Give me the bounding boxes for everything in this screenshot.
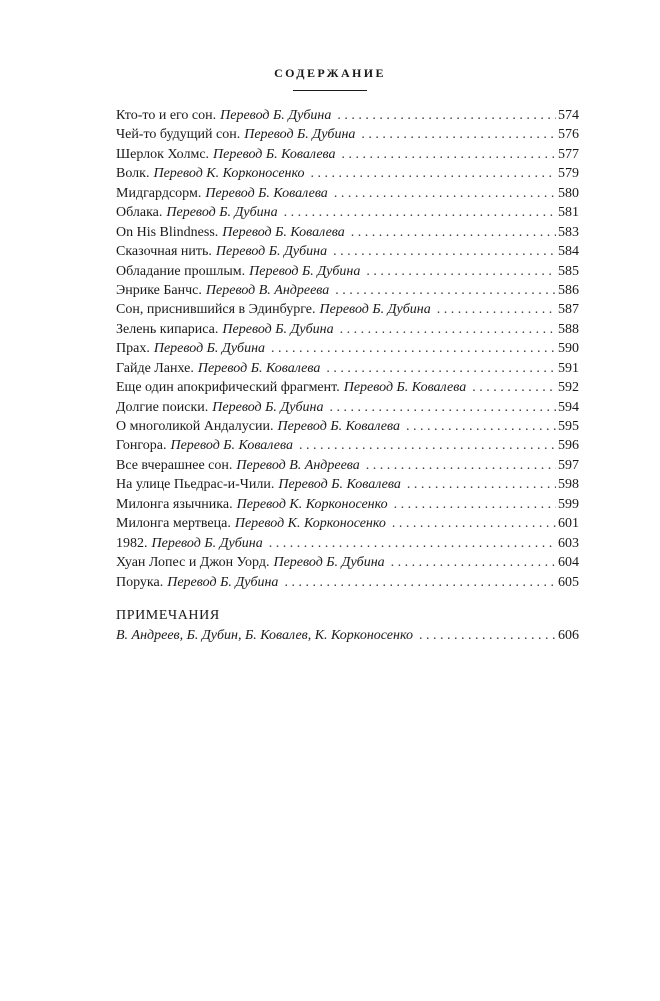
toc-entry [116, 436, 579, 455]
entry-page: 584 [558, 244, 579, 260]
entry-translator: Перевод Б. Дубина [222, 321, 334, 337]
dot-leader [337, 106, 556, 125]
entry-title: О многоликой Андалусии. [116, 419, 274, 434]
entry-title: Сказочная нить. [116, 244, 212, 260]
entry-translator: Перевод Б. Дубина [153, 341, 266, 357]
header-rule [293, 90, 367, 91]
entry-title: Милонга язычника. [116, 496, 233, 512]
entry-page: 585 [558, 263, 579, 279]
toc-entry [116, 359, 579, 378]
dot-leader [334, 184, 556, 203]
toc-entry [116, 475, 579, 494]
entry-translator: Перевод Б. Дубина [249, 263, 361, 279]
dot-leader [342, 145, 556, 164]
entry-page: 580 [558, 185, 579, 201]
dot-leader [269, 534, 556, 553]
dot-leader [407, 475, 556, 494]
entry-translator: Перевод Б. Дубина [166, 205, 278, 221]
entry-translator: Перевод Б. Дубина [215, 244, 328, 260]
entry-page: 605 [558, 574, 579, 590]
entry-translator: Перевод Б. Ковалева [170, 438, 293, 454]
toc-entry [116, 378, 579, 397]
entry-translator: Перевод Б. Ковалева [277, 419, 400, 434]
entry-title: Гайде Ланхе. [116, 360, 194, 376]
entry-page: 576 [558, 127, 579, 143]
entry-page: 598 [558, 477, 579, 493]
entry-page: 597 [558, 457, 579, 473]
contents-title: СОДЕРЖАНИЕ [274, 66, 386, 80]
toc-entry [116, 320, 579, 339]
entry-translator: Перевод Б. Ковалева [213, 146, 336, 162]
entry-title: На улице Пьедрас-и-Чили. [116, 477, 275, 493]
dot-leader [394, 495, 556, 514]
toc-entry [116, 300, 579, 319]
entry-translator: Перевод Б. Дубина [151, 535, 263, 551]
entry-page: 604 [558, 555, 579, 571]
entry-translator: Перевод Б. Ковалева [278, 477, 401, 493]
dot-leader [351, 223, 556, 242]
toc-entry [116, 242, 579, 261]
toc-entry [116, 339, 579, 358]
dot-leader [406, 417, 556, 436]
toc-entry [116, 184, 579, 203]
entry-page: 595 [558, 419, 579, 434]
toc-entry [116, 514, 579, 533]
toc-entry [116, 125, 579, 144]
toc-entry [116, 106, 579, 125]
dot-leader [333, 242, 556, 261]
entry-translator: Перевод В. Андреева [236, 457, 360, 473]
entry-title: On His Blindness. [116, 224, 219, 240]
entry-title: Обладание прошлым. [116, 263, 246, 279]
entry-translator: Перевод Б. Дубина [244, 127, 356, 143]
entry-page: 587 [558, 302, 579, 318]
entry-page: 594 [558, 399, 579, 415]
entry-page: 577 [558, 146, 579, 162]
entry-title: Волк. [116, 166, 150, 182]
toc-entry [116, 262, 579, 281]
notes-heading: ПРИМЕЧАНИЯ [116, 608, 220, 623]
entry-title: Мидгардсорм. [116, 185, 202, 201]
entry-translator: Перевод Б. Ковалева [197, 360, 321, 376]
entry-translator: Перевод К. Корконосенко [153, 166, 305, 182]
entry-title: Гонгора. [116, 438, 167, 454]
entry-page: 601 [558, 516, 579, 532]
entry-translator: Перевод Б. Дубина [319, 302, 431, 318]
dot-leader [472, 378, 556, 397]
toc-entry [116, 223, 579, 242]
entry-title: Милонга мертвеца. [116, 516, 231, 532]
toc-entry [116, 534, 579, 553]
dot-leader [271, 339, 556, 358]
entry-page: 579 [558, 166, 579, 182]
entry-page: 583 [558, 224, 579, 240]
entry-translator: Перевод К. Корконосенко [234, 516, 386, 532]
dot-leader [340, 320, 556, 339]
entry-page: 591 [558, 360, 579, 376]
entry-translator: Перевод В. Андреева [205, 282, 330, 298]
entry-page: 590 [558, 341, 579, 357]
entry-title: Шерлок Холмс. [116, 146, 210, 162]
notes-page: 606 [558, 628, 579, 643]
entry-translator: Перевод К. Корконосенко [236, 496, 388, 512]
entry-page: 588 [558, 321, 579, 337]
dot-leader [284, 203, 556, 222]
entry-title: 1982. [116, 535, 148, 551]
dot-leader [366, 456, 556, 475]
entry-translator: Перевод Б. Дубина [212, 399, 324, 415]
toc-entry [116, 281, 579, 300]
toc-entry [116, 417, 579, 436]
entry-title: Долгие поиски. [116, 399, 209, 415]
dot-leader [311, 164, 556, 183]
toc-entry [116, 456, 579, 475]
dot-leader [391, 553, 556, 572]
entry-translator: Перевод Б. Дубина [167, 574, 279, 590]
entry-title: Сон, приснившийся в Эдинбурге. [116, 302, 316, 318]
notes-entry [116, 626, 579, 645]
entry-page: 599 [558, 496, 579, 512]
entry-title: Энрике Банчс. [116, 282, 202, 298]
toc-entry [116, 398, 579, 417]
entry-translator: Перевод Б. Ковалева [343, 380, 467, 396]
entry-title: Зелень кипариса. [116, 321, 219, 337]
dot-leader [419, 626, 556, 645]
dot-leader [392, 514, 556, 533]
dot-leader [366, 262, 556, 281]
entry-title: Кто-то и его сон. [116, 108, 217, 123]
entry-page: 592 [558, 380, 579, 396]
toc-entry [116, 145, 579, 164]
entry-page: 596 [558, 438, 579, 454]
dot-leader [326, 359, 556, 378]
toc-entry [116, 203, 579, 222]
entry-title: Еще один апокрифический фрагмент. [116, 380, 340, 396]
entry-title: Облака. [116, 205, 163, 221]
entry-page: 603 [558, 535, 579, 551]
entry-title: Порука. [116, 574, 164, 590]
entry-translator: Перевод Б. Ковалева [205, 185, 328, 201]
entry-title: Чей-то будущий сон. [116, 127, 241, 143]
dot-leader [437, 300, 556, 319]
dot-leader [361, 125, 556, 144]
entry-title: Хуан Лопес и Джон Уорд. [116, 555, 270, 571]
notes-authors: В. Андреев, Б. Дубин, Б. Ковалев, К. Корконосенко [116, 628, 413, 643]
dot-leader [335, 281, 556, 300]
entry-page: 586 [558, 282, 579, 298]
entry-translator: Перевод Б. Ковалева [222, 224, 345, 240]
entry-translator: Перевод Б. Дубина [220, 108, 332, 123]
dot-leader [330, 398, 557, 417]
toc-entry [116, 495, 579, 514]
entry-title: Прах. [116, 341, 150, 357]
contents-header [0, 66, 660, 91]
dot-leader [299, 436, 556, 455]
toc-entry [116, 164, 579, 183]
toc-entry [116, 573, 579, 592]
entry-page: 574 [558, 108, 579, 123]
entry-title: Все вчерашнее сон. [116, 457, 233, 473]
entry-translator: Перевод Б. Дубина [273, 555, 385, 571]
dot-leader [284, 573, 556, 592]
toc-entry [116, 553, 579, 572]
entry-page: 581 [558, 205, 579, 221]
table-of-contents [116, 106, 579, 592]
